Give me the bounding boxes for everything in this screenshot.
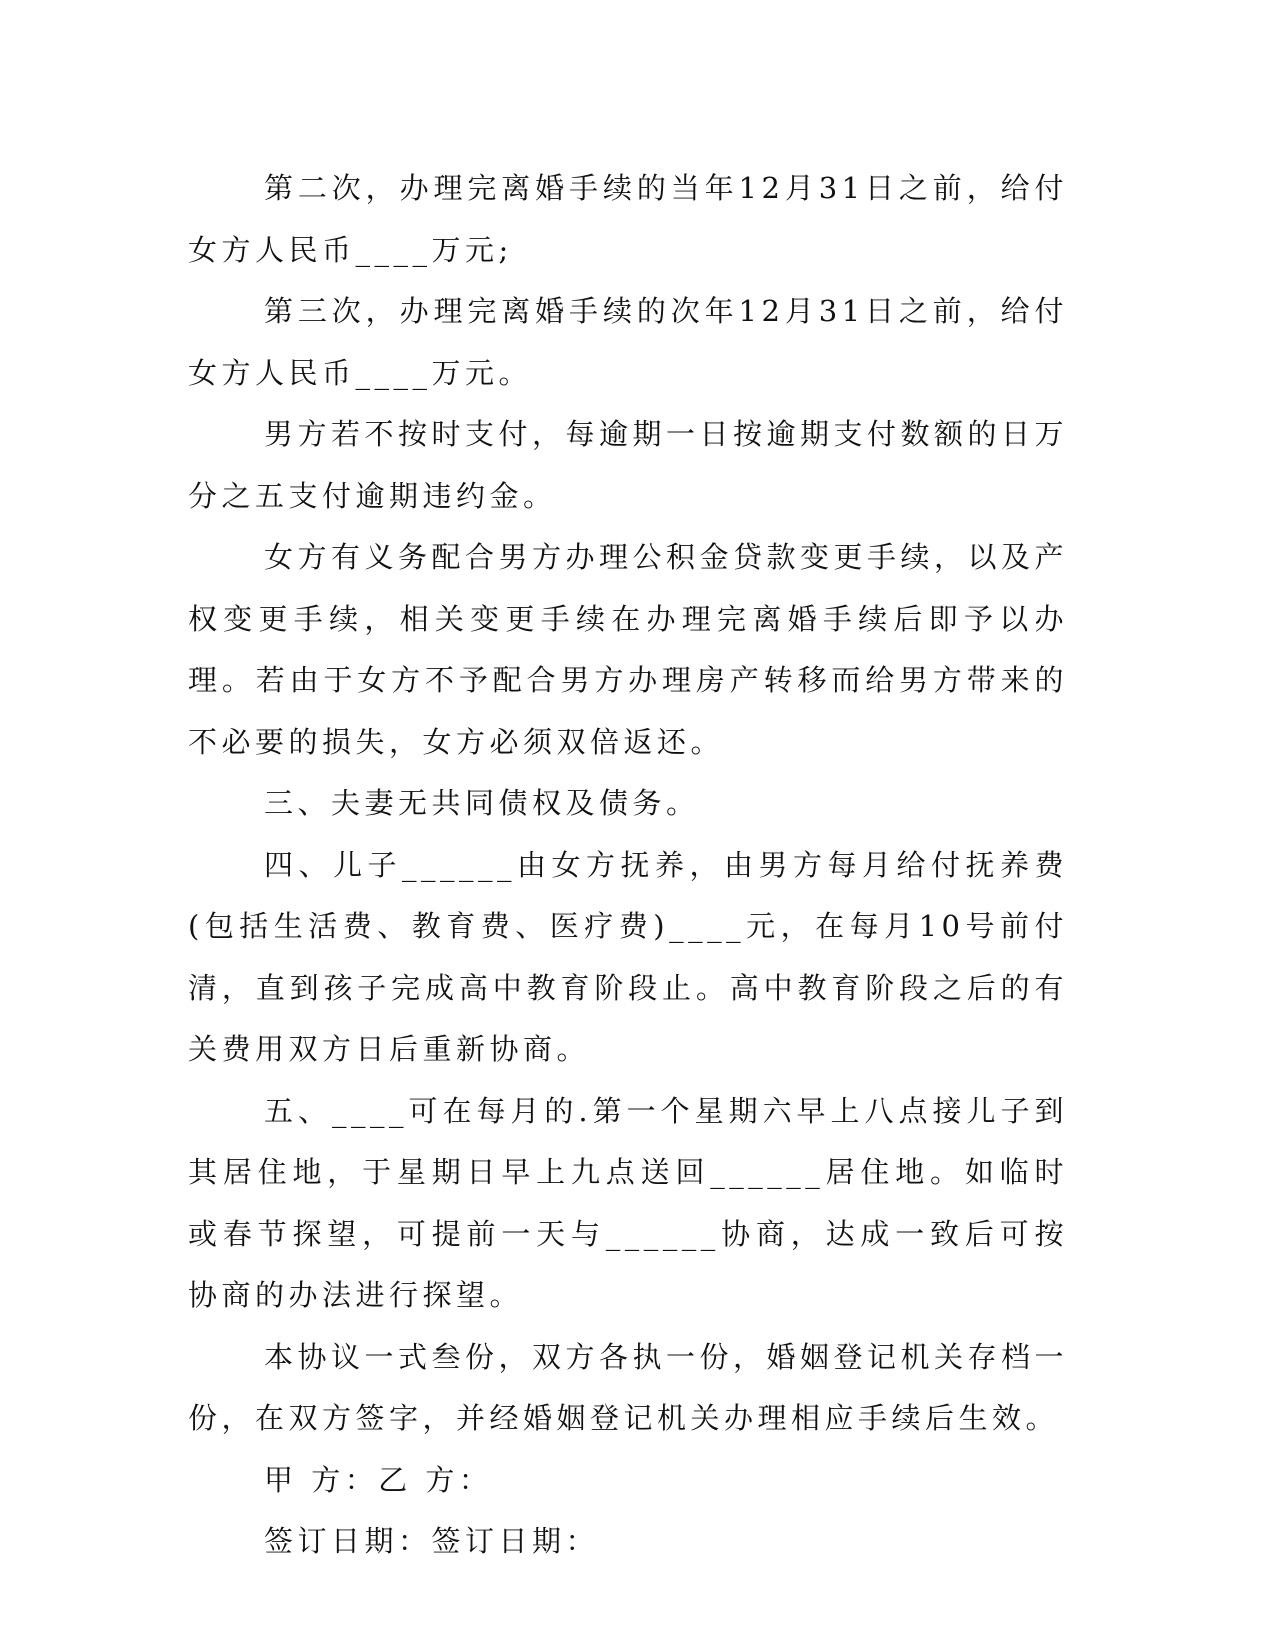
signature-dates: 签订日期：签订日期：: [264, 1524, 600, 1558]
paragraph-section-five: 五、____可在每月的.第一个星期六早上八点接儿子到其居住地，于星期日早上九点送回______居住地。如临时或春节探望，可提前一天与______协商，达成一致后可按协商的办法进行探望。: [188, 1093, 1068, 1312]
paragraph-loan-transfer: 女方有义务配合男方办理公积金贷款变更手续，以及产权变更手续，相关变更手续在办理完离婚手续后即予以办理。若由于女方不予配合男方办理房产转移而给男方带来的不必要的损失，女方必须双倍返还。: [188, 540, 1069, 759]
paragraph-section-three: 三、夫妻无共同债权及债务。: [264, 786, 700, 820]
paragraph-third-payment: 第三次，办理完离婚手续的次年12月31日之前，给付女方人民币____万元。: [188, 294, 1068, 390]
paragraph-section-four: 四、儿子______由女方抚养，由男方每月给付抚养费(包括生活费、教育费、医疗费)____元，在每月10号前付清，直到孩子完成高中教育阶段止。高中教育阶段之后的有关费用双方日后重新协商。: [188, 847, 1068, 1066]
paragraph-late-penalty: 男方若不按时支付，每逾期一日按逾期支付数额的日万分之五支付逾期违约金。: [188, 417, 1069, 513]
paragraph-second-payment: 第二次，办理完离婚手续的当年12月31日之前，给付女方人民币____万元;: [188, 171, 1068, 267]
paragraph-copies: 本协议一式叁份，双方各执一份，婚姻登记机关存档一份，在双方签字，并经婚姻登记机关办理相应手续后生效。: [188, 1339, 1069, 1435]
document-body: [188, 158, 1068, 1573]
signature-parties: 甲 方：乙 方：: [264, 1462, 493, 1497]
